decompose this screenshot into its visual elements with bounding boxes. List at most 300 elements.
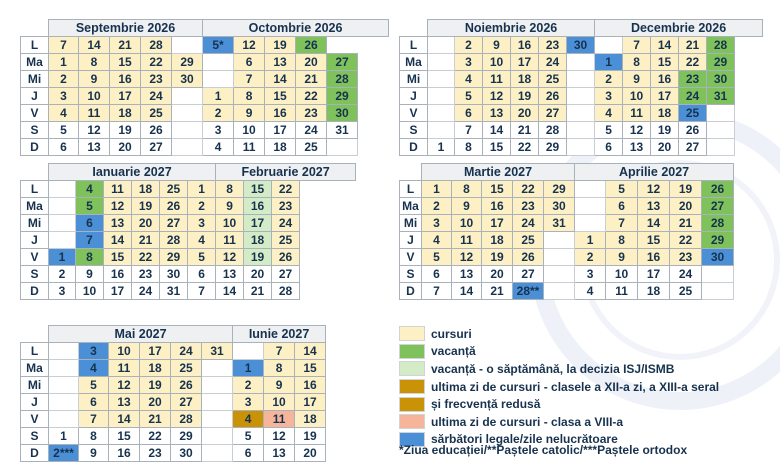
date-cell: 21 xyxy=(244,283,272,300)
date-cell: 22 xyxy=(511,139,539,156)
legend-swatch xyxy=(399,397,425,412)
date-cell: 1 xyxy=(49,428,79,445)
date-cell: 2 xyxy=(49,266,76,283)
date-cell: 5 xyxy=(455,88,483,105)
date-cell: 12 xyxy=(623,122,651,139)
week-row xyxy=(400,54,763,71)
date-cell: 12 xyxy=(638,181,670,198)
date-cell: 20 xyxy=(511,105,539,122)
legend-label: sărbători legale/zile nelucrătoare xyxy=(431,432,618,447)
date-cell: 5 xyxy=(79,377,109,394)
weekday-label: D xyxy=(21,445,49,462)
weekday-label: L xyxy=(21,37,49,54)
date-cell: 11 xyxy=(216,232,244,249)
week-row xyxy=(400,181,766,198)
empty-cell xyxy=(702,266,734,283)
weekday-label: D xyxy=(21,283,49,300)
date-cell: 5 xyxy=(49,122,79,139)
footnote: *Ziua educației/**Paștele catolic/***Paștele ortodox xyxy=(399,443,688,457)
week-row xyxy=(21,139,389,156)
empty-cell xyxy=(567,105,595,122)
date-cell: 17 xyxy=(110,88,141,105)
weekday-label: V xyxy=(21,411,49,428)
date-cell: 9 xyxy=(216,198,244,215)
empty-cell xyxy=(49,394,79,411)
date-cell: 3 xyxy=(233,394,264,411)
empty-cell xyxy=(203,54,234,71)
calendar-block-ian-feb-2027 xyxy=(20,163,384,300)
date-cell: 8 xyxy=(264,360,295,377)
weekday-label: V xyxy=(21,105,49,122)
date-cell: 9 xyxy=(76,266,104,283)
week-row xyxy=(400,249,766,266)
date-cell: 21 xyxy=(679,37,707,54)
empty-cell xyxy=(707,139,735,156)
date-cell: 18 xyxy=(140,360,171,377)
legend-swatch xyxy=(399,414,425,429)
date-cell: 23 xyxy=(679,71,707,88)
date-cell: 4 xyxy=(233,411,264,428)
date-cell: 22 xyxy=(141,54,172,71)
date-cell: 29 xyxy=(327,88,358,105)
date-cell: 27 xyxy=(539,105,567,122)
date-cell: 20 xyxy=(296,54,327,71)
weekday-label: Ma xyxy=(21,54,49,71)
empty-cell xyxy=(575,215,606,232)
date-cell: 12 xyxy=(216,249,244,266)
date-cell: 9 xyxy=(606,249,638,266)
date-cell: 26 xyxy=(171,377,202,394)
date-cell: 27 xyxy=(171,394,202,411)
date-cell: 25 xyxy=(679,105,707,122)
date-cell: 23 xyxy=(513,198,544,215)
date-cell: 17 xyxy=(511,54,539,71)
date-cell: 25 xyxy=(670,283,702,300)
date-cell: 18 xyxy=(511,71,539,88)
legend-label: ultima zi de cursuri - clasa a VIII-a xyxy=(431,414,624,429)
week-row xyxy=(400,71,763,88)
date-cell: 22 xyxy=(670,232,702,249)
empty-cell xyxy=(172,122,203,139)
empty-cell xyxy=(172,105,203,122)
legend-label: vacanță xyxy=(431,344,476,359)
date-cell: 7 xyxy=(79,411,109,428)
empty-cell xyxy=(428,37,455,54)
empty-cell xyxy=(202,428,233,445)
date-cell: 2 xyxy=(455,37,483,54)
legend-item xyxy=(399,413,719,431)
date-cell: 31 xyxy=(327,122,358,139)
date-cell: 10 xyxy=(216,215,244,232)
month-header: Decembrie 2026 xyxy=(595,20,763,37)
date-cell: 27 xyxy=(702,198,734,215)
legend xyxy=(399,325,719,448)
date-cell: 19 xyxy=(265,37,296,54)
week-row xyxy=(21,377,357,394)
week-row xyxy=(21,249,384,266)
empty-cell xyxy=(172,88,203,105)
legend-swatch xyxy=(399,326,425,341)
empty-cell xyxy=(575,198,606,215)
date-cell: 20 xyxy=(670,198,702,215)
date-cell: 29 xyxy=(702,232,734,249)
header-corner xyxy=(21,326,49,343)
date-cell: 4 xyxy=(203,139,234,156)
date-cell: 29 xyxy=(544,181,575,198)
date-cell: 10 xyxy=(606,266,638,283)
date-cell: 13 xyxy=(623,139,651,156)
week-row xyxy=(21,411,357,428)
date-cell: 16 xyxy=(244,198,272,215)
date-cell: 5 xyxy=(422,249,452,266)
date-cell: 8 xyxy=(623,54,651,71)
month-header: Aprilie 2027 xyxy=(575,164,734,181)
weekday-label: Ma xyxy=(400,198,422,215)
date-cell: 15 xyxy=(110,54,141,71)
date-cell: 19 xyxy=(670,181,702,198)
week-row xyxy=(21,394,357,411)
date-cell: 13 xyxy=(216,266,244,283)
date-cell: 15 xyxy=(104,249,132,266)
date-cell: 14 xyxy=(265,71,296,88)
date-cell: 16 xyxy=(482,198,513,215)
legend-swatch xyxy=(399,361,425,376)
date-cell: 1 xyxy=(49,54,79,71)
date-cell: 19 xyxy=(651,122,679,139)
empty-cell xyxy=(202,394,233,411)
date-cell: 6 xyxy=(422,266,452,283)
date-cell: 4 xyxy=(422,232,452,249)
date-cell: 30 xyxy=(160,266,188,283)
date-cell: 30 xyxy=(544,198,575,215)
header-corner xyxy=(400,164,422,181)
date-cell: 11 xyxy=(264,411,295,428)
date-cell: 9 xyxy=(483,37,511,54)
date-cell: 19 xyxy=(140,377,171,394)
date-cell: 30 xyxy=(171,445,202,462)
date-cell: 23 xyxy=(296,105,327,122)
date-cell: 16 xyxy=(638,249,670,266)
month-header: Februarie 2027 xyxy=(216,164,356,181)
date-cell: 17 xyxy=(244,215,272,232)
date-cell: 15 xyxy=(265,88,296,105)
week-row xyxy=(21,105,389,122)
empty-cell xyxy=(567,71,595,88)
date-cell: 28 xyxy=(702,215,734,232)
empty-cell xyxy=(327,139,358,156)
date-cell: 11 xyxy=(79,105,110,122)
date-cell: 15 xyxy=(638,232,670,249)
empty-cell xyxy=(202,445,233,462)
date-cell: 4 xyxy=(49,105,79,122)
date-cell: 5 xyxy=(76,198,104,215)
date-cell: 13 xyxy=(264,445,295,462)
week-row xyxy=(21,122,389,139)
empty-cell xyxy=(702,283,734,300)
legend-item xyxy=(399,395,719,413)
week-row xyxy=(21,215,384,232)
date-cell: 18 xyxy=(651,105,679,122)
date-cell: 13 xyxy=(109,394,140,411)
date-cell: 25 xyxy=(272,232,300,249)
date-cell: 10 xyxy=(452,215,482,232)
date-cell: 25 xyxy=(513,232,544,249)
date-cell: 16 xyxy=(295,377,326,394)
date-cell: 14 xyxy=(104,232,132,249)
date-cell: 8 xyxy=(79,54,110,71)
date-cell: 10 xyxy=(264,394,295,411)
date-cell: 10 xyxy=(76,283,104,300)
calendar-block-sep-oct-2026 xyxy=(20,19,389,156)
date-cell: 6 xyxy=(79,394,109,411)
weekday-label: J xyxy=(400,88,428,105)
empty-cell xyxy=(172,37,203,54)
date-cell: 24 xyxy=(141,88,172,105)
week-row xyxy=(400,122,763,139)
date-cell: 17 xyxy=(482,215,513,232)
calendar-block-mar-apr-2027 xyxy=(399,163,766,300)
date-cell: 21 xyxy=(296,71,327,88)
empty-cell xyxy=(202,360,233,377)
date-cell: 7 xyxy=(606,215,638,232)
date-cell: 20 xyxy=(651,139,679,156)
date-cell: 21 xyxy=(482,283,513,300)
month-header: Mai 2027 xyxy=(49,326,233,343)
date-cell: 6 xyxy=(188,266,216,283)
week-row xyxy=(21,428,357,445)
date-cell: 11 xyxy=(623,105,651,122)
weekday-label: Ma xyxy=(400,54,428,71)
date-cell: 26 xyxy=(160,198,188,215)
weekday-label: J xyxy=(21,232,49,249)
date-cell: 19 xyxy=(295,428,326,445)
date-cell: 14 xyxy=(216,283,244,300)
empty-cell xyxy=(49,232,76,249)
date-cell: 18 xyxy=(295,411,326,428)
date-cell: 15 xyxy=(482,181,513,198)
date-cell: 13 xyxy=(104,215,132,232)
date-cell: 10 xyxy=(623,88,651,105)
empty-cell xyxy=(544,232,575,249)
date-cell: 26 xyxy=(539,88,567,105)
date-cell: 27 xyxy=(513,266,544,283)
week-row xyxy=(400,232,766,249)
date-cell: 2 xyxy=(575,249,606,266)
date-cell: 3 xyxy=(575,266,606,283)
date-cell: 5* xyxy=(203,37,234,54)
date-cell: 7 xyxy=(264,343,295,360)
date-cell: 12 xyxy=(234,37,265,54)
date-cell: 8 xyxy=(452,181,482,198)
week-row xyxy=(21,283,384,300)
date-cell: 24 xyxy=(539,54,567,71)
date-cell: 28 xyxy=(160,232,188,249)
date-cell: 24 xyxy=(296,122,327,139)
header-corner xyxy=(21,164,49,181)
week-row xyxy=(21,445,357,462)
date-cell: 18 xyxy=(265,139,296,156)
date-cell: 28** xyxy=(513,283,544,300)
date-cell: 24 xyxy=(679,88,707,105)
empty-cell xyxy=(567,122,595,139)
date-cell: 3 xyxy=(188,215,216,232)
date-cell: 30 xyxy=(702,249,734,266)
date-cell: 21 xyxy=(140,411,171,428)
date-cell: 25 xyxy=(171,360,202,377)
legend-swatch xyxy=(399,344,425,359)
date-cell: 9 xyxy=(452,198,482,215)
date-cell: 8 xyxy=(606,232,638,249)
calendar-block-mai-iun-2027 xyxy=(20,325,357,462)
date-cell: 17 xyxy=(104,283,132,300)
date-cell: 2 xyxy=(233,377,264,394)
date-cell: 15 xyxy=(109,428,140,445)
month-header: Noiembrie 2026 xyxy=(428,20,595,37)
date-cell: 4 xyxy=(188,232,216,249)
legend-item xyxy=(399,343,719,361)
date-cell: 22 xyxy=(140,428,171,445)
date-cell: 3 xyxy=(49,283,76,300)
date-cell: 17 xyxy=(265,122,296,139)
date-cell: 27 xyxy=(141,139,172,156)
empty-cell xyxy=(575,181,606,198)
date-cell: 22 xyxy=(132,249,160,266)
date-cell: 1 xyxy=(188,181,216,198)
date-cell: 31 xyxy=(544,215,575,232)
date-cell: 22 xyxy=(296,88,327,105)
weekday-label: S xyxy=(400,266,422,283)
week-row xyxy=(400,198,766,215)
week-row xyxy=(21,88,389,105)
date-cell: 26 xyxy=(702,181,734,198)
empty-cell xyxy=(49,198,76,215)
date-cell: 16 xyxy=(109,445,140,462)
empty-cell xyxy=(544,249,575,266)
date-cell: 17 xyxy=(295,394,326,411)
date-cell: 18 xyxy=(244,232,272,249)
date-cell: 30 xyxy=(567,37,595,54)
date-cell: 9 xyxy=(79,445,109,462)
legend-item xyxy=(399,325,719,343)
weekday-label: V xyxy=(400,105,428,122)
empty-cell xyxy=(202,377,233,394)
date-cell: 3 xyxy=(79,343,109,360)
date-cell: 16 xyxy=(511,37,539,54)
date-cell: 5 xyxy=(188,249,216,266)
date-cell: 29 xyxy=(539,139,567,156)
date-cell: 15 xyxy=(244,181,272,198)
date-cell: 6 xyxy=(234,54,265,71)
date-cell: 27 xyxy=(327,54,358,71)
empty-cell xyxy=(707,122,735,139)
date-cell: 29 xyxy=(707,54,735,71)
week-row xyxy=(400,283,766,300)
date-cell: 8 xyxy=(76,249,104,266)
date-cell: 13 xyxy=(638,198,670,215)
legend-item xyxy=(399,378,719,396)
date-cell: 22 xyxy=(679,54,707,71)
date-cell: 10 xyxy=(79,88,110,105)
date-cell: 11 xyxy=(606,283,638,300)
date-cell: 11 xyxy=(109,360,140,377)
date-cell: 17 xyxy=(651,88,679,105)
date-cell: 9 xyxy=(264,377,295,394)
date-cell: 15 xyxy=(483,139,511,156)
date-cell: 9 xyxy=(79,71,110,88)
date-cell: 18 xyxy=(482,232,513,249)
date-cell: 21 xyxy=(670,215,702,232)
legend-swatch xyxy=(399,379,425,394)
date-cell: 14 xyxy=(79,37,110,54)
date-cell: 25 xyxy=(160,181,188,198)
weekday-label: S xyxy=(21,428,49,445)
weekday-label: D xyxy=(21,139,49,156)
date-cell: 3 xyxy=(455,54,483,71)
date-cell: 25 xyxy=(141,105,172,122)
date-cell: 8 xyxy=(455,139,483,156)
date-cell: 23 xyxy=(539,37,567,54)
date-cell: 23 xyxy=(132,266,160,283)
date-cell: 6 xyxy=(595,139,623,156)
date-cell: 26 xyxy=(141,122,172,139)
week-row xyxy=(400,266,766,283)
weekday-label: S xyxy=(400,122,428,139)
date-cell: 28 xyxy=(327,71,358,88)
empty-cell xyxy=(428,54,455,71)
date-cell: 26 xyxy=(272,249,300,266)
date-cell: 15 xyxy=(295,360,326,377)
date-cell: 11 xyxy=(452,232,482,249)
date-cell: 23 xyxy=(140,445,171,462)
date-cell: 28 xyxy=(272,283,300,300)
empty-cell xyxy=(202,411,233,428)
weekday-label: S xyxy=(21,266,49,283)
week-row xyxy=(21,360,357,377)
week-row xyxy=(400,139,763,156)
week-row xyxy=(400,88,763,105)
date-cell: 27 xyxy=(679,139,707,156)
date-cell: 3 xyxy=(203,122,234,139)
weekday-label: D xyxy=(400,283,422,300)
empty-cell xyxy=(707,105,735,122)
date-cell: 31 xyxy=(707,88,735,105)
empty-cell xyxy=(49,360,79,377)
weekday-label: Mi xyxy=(400,71,428,88)
date-cell: 7 xyxy=(188,283,216,300)
date-cell: 29 xyxy=(171,428,202,445)
date-cell: 11 xyxy=(483,71,511,88)
date-cell: 27 xyxy=(160,215,188,232)
date-cell: 28 xyxy=(171,411,202,428)
date-cell: 7 xyxy=(76,232,104,249)
week-row xyxy=(21,266,384,283)
date-cell: 2 xyxy=(203,105,234,122)
weekday-label: L xyxy=(400,181,422,198)
date-cell: 28 xyxy=(707,37,735,54)
date-cell: 21 xyxy=(511,122,539,139)
month-header: Septembrie 2026 xyxy=(49,20,203,37)
date-cell: 13 xyxy=(79,139,110,156)
date-cell: 13 xyxy=(452,266,482,283)
date-cell: 7 xyxy=(422,283,452,300)
date-cell: 1 xyxy=(575,232,606,249)
date-cell: 5 xyxy=(233,428,264,445)
date-cell: 17 xyxy=(638,266,670,283)
calendar-block-nov-dec-2026 xyxy=(399,19,763,156)
date-cell: 12 xyxy=(264,428,295,445)
legend-label: ultima zi de cursuri - clasele a XII-a zi, a XIII-a seral xyxy=(431,379,720,394)
weekday-label: L xyxy=(400,37,428,54)
